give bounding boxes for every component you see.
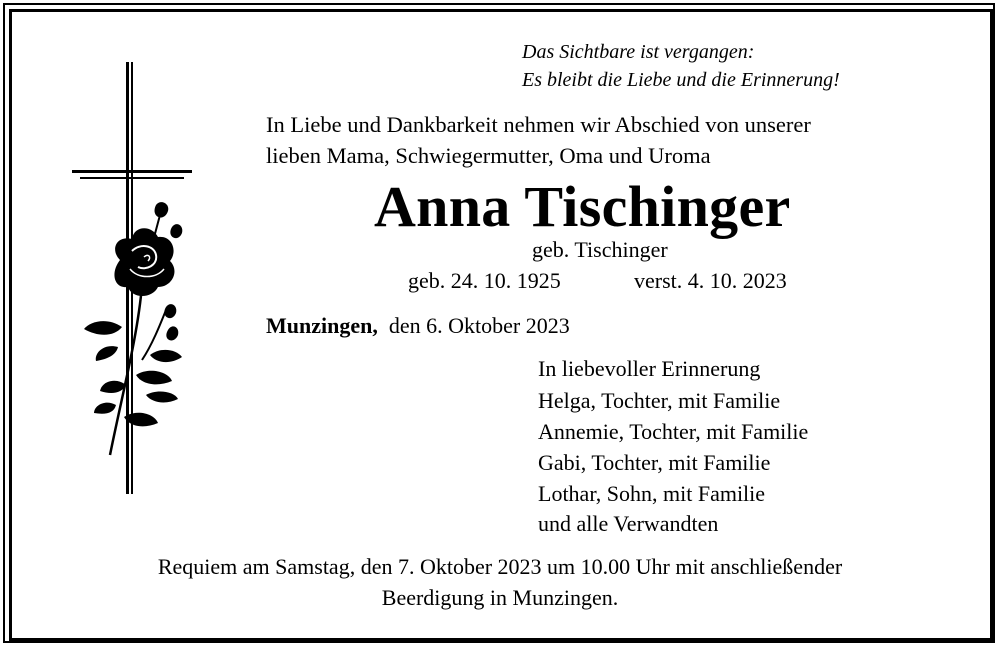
- cross-with-rose-icon: [60, 55, 200, 500]
- mourner-line: Lothar, Sohn, mit Familie: [538, 481, 766, 506]
- mourner-line: und alle Verwandten: [538, 511, 719, 536]
- motto-line-1: Das Sichtbare ist vergangen:: [522, 41, 755, 63]
- mourner-line: Helga, Tochter, mit Familie: [538, 388, 781, 413]
- deceased-name: Anna Tischinger: [374, 174, 791, 239]
- intro-line-1: In Liebe und Dankbarkeit nehmen wir Abschied von unserer: [266, 112, 811, 137]
- motto-line-2: Es bleibt die Liebe und die Erinnerung!: [522, 69, 840, 91]
- place-date-line: [266, 315, 570, 337]
- death-date: verst. 4. 10. 2023: [634, 268, 787, 293]
- mourner-line: Annemie, Tochter, mit Familie: [538, 419, 809, 444]
- mourner-line: In liebevoller Erinnerung: [538, 356, 761, 381]
- maiden-name: geb. Tischinger: [532, 237, 668, 262]
- birth-date: geb. 24. 10. 1925: [408, 268, 561, 293]
- mourner-line: Gabi, Tochter, mit Familie: [538, 450, 771, 475]
- requiem-line-2: Beerdigung in Munzingen.: [381, 585, 619, 610]
- intro-line-2: lieben Mama, Schwiegermutter, Oma und Uroma: [266, 143, 711, 168]
- requiem-line-1: Requiem am Samstag, den 7. Oktober 2023 um 10.00 Uhr mit anschließender: [157, 554, 843, 579]
- place-name: Munzingen,: [266, 313, 378, 338]
- date-text: den 6. Oktober 2023: [388, 313, 570, 338]
